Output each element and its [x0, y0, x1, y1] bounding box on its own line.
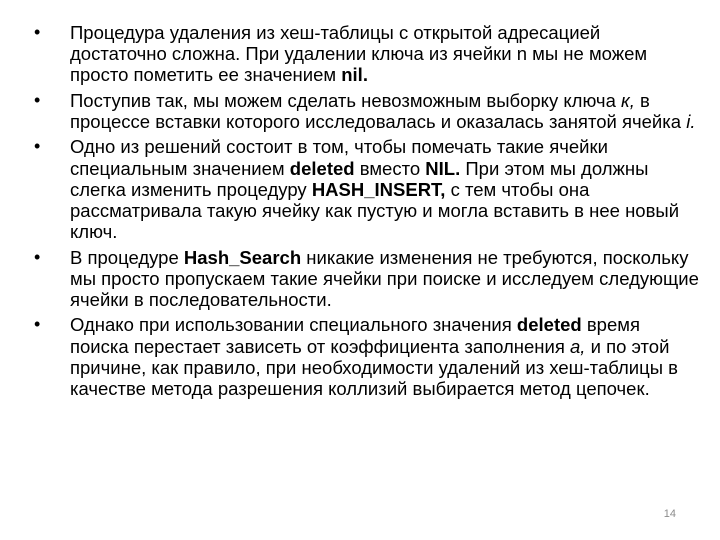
bullet-4-text-b: никакие изменения не требуются, поскольку мы просто пропускаем такие ячейки при поиске и исследуем следующие ячейки в последовательности.	[70, 246, 699, 310]
bullet-5-load-factor-a: a,	[570, 335, 586, 357]
bullet-3-text-d: с тем чтобы она рассматривала такую ячейку как пустую и могла вставить в нее новый ключ.	[70, 178, 680, 243]
bullet-item-1	[34, 22, 702, 86]
bullet-3-text-a: Одно из решений состоит в том, чтобы помечать такие ячейки специальным значением	[70, 136, 608, 179]
bullet-item-5	[34, 314, 702, 399]
bullet-icon: •	[34, 314, 41, 335]
page-number: 14	[663, 508, 676, 520]
bullet-1-nil: nil.	[341, 64, 368, 86]
bullet-2-cell-i: i.	[686, 111, 696, 132]
bullet-3-text-c: При этом мы должны слегка изменить процедуру	[70, 157, 649, 200]
bullet-item-2	[34, 90, 702, 132]
bullet-5-text-c: и по этой причине, как правило, при необходимости удалений из хеш-таблицы в качестве метода разрешения коллизий выбирается метод цепочек.	[70, 335, 678, 399]
bullet-icon: •	[34, 136, 41, 157]
bullet-2-text-b: в процессе вставки которого исследовалась и оказалась занятой ячейка	[70, 89, 687, 132]
bullet-icon: •	[34, 89, 41, 110]
bullet-3-deleted: deleted	[289, 157, 355, 179]
bullet-4-text-a: В процедуре	[70, 246, 184, 268]
bullet-4-hash-search: Hash_Search	[183, 246, 302, 268]
bullet-item-3	[34, 136, 702, 242]
bullet-5-text-b: время поиска перестает зависеть от коэффициента заполнения	[70, 314, 640, 357]
bullet-3-text-b: вместо	[354, 157, 426, 179]
bullet-2-text-a: Поступив так, мы можем сделать невозможным выборку ключа	[70, 89, 621, 111]
bullet-icon: •	[34, 246, 41, 267]
bullet-1-text: Процедура удаления из хеш-таблицы с открытой адресацией достаточно сложна. При удалении ключа из ячейки n мы не можем просто пометить ее значением	[70, 22, 648, 86]
bullet-5-deleted: deleted	[516, 314, 582, 336]
bullet-3-nil: NIL.	[425, 157, 461, 179]
bullet-item-4	[34, 247, 702, 311]
bullet-icon: •	[34, 22, 41, 42]
bullet-3-hash-insert: HASH_INSERT,	[311, 178, 446, 200]
bullet-5-text-a: Однако при использовании специального значения	[70, 314, 517, 336]
bullet-list	[34, 22, 702, 403]
bullet-2-key-k: к,	[621, 89, 635, 111]
